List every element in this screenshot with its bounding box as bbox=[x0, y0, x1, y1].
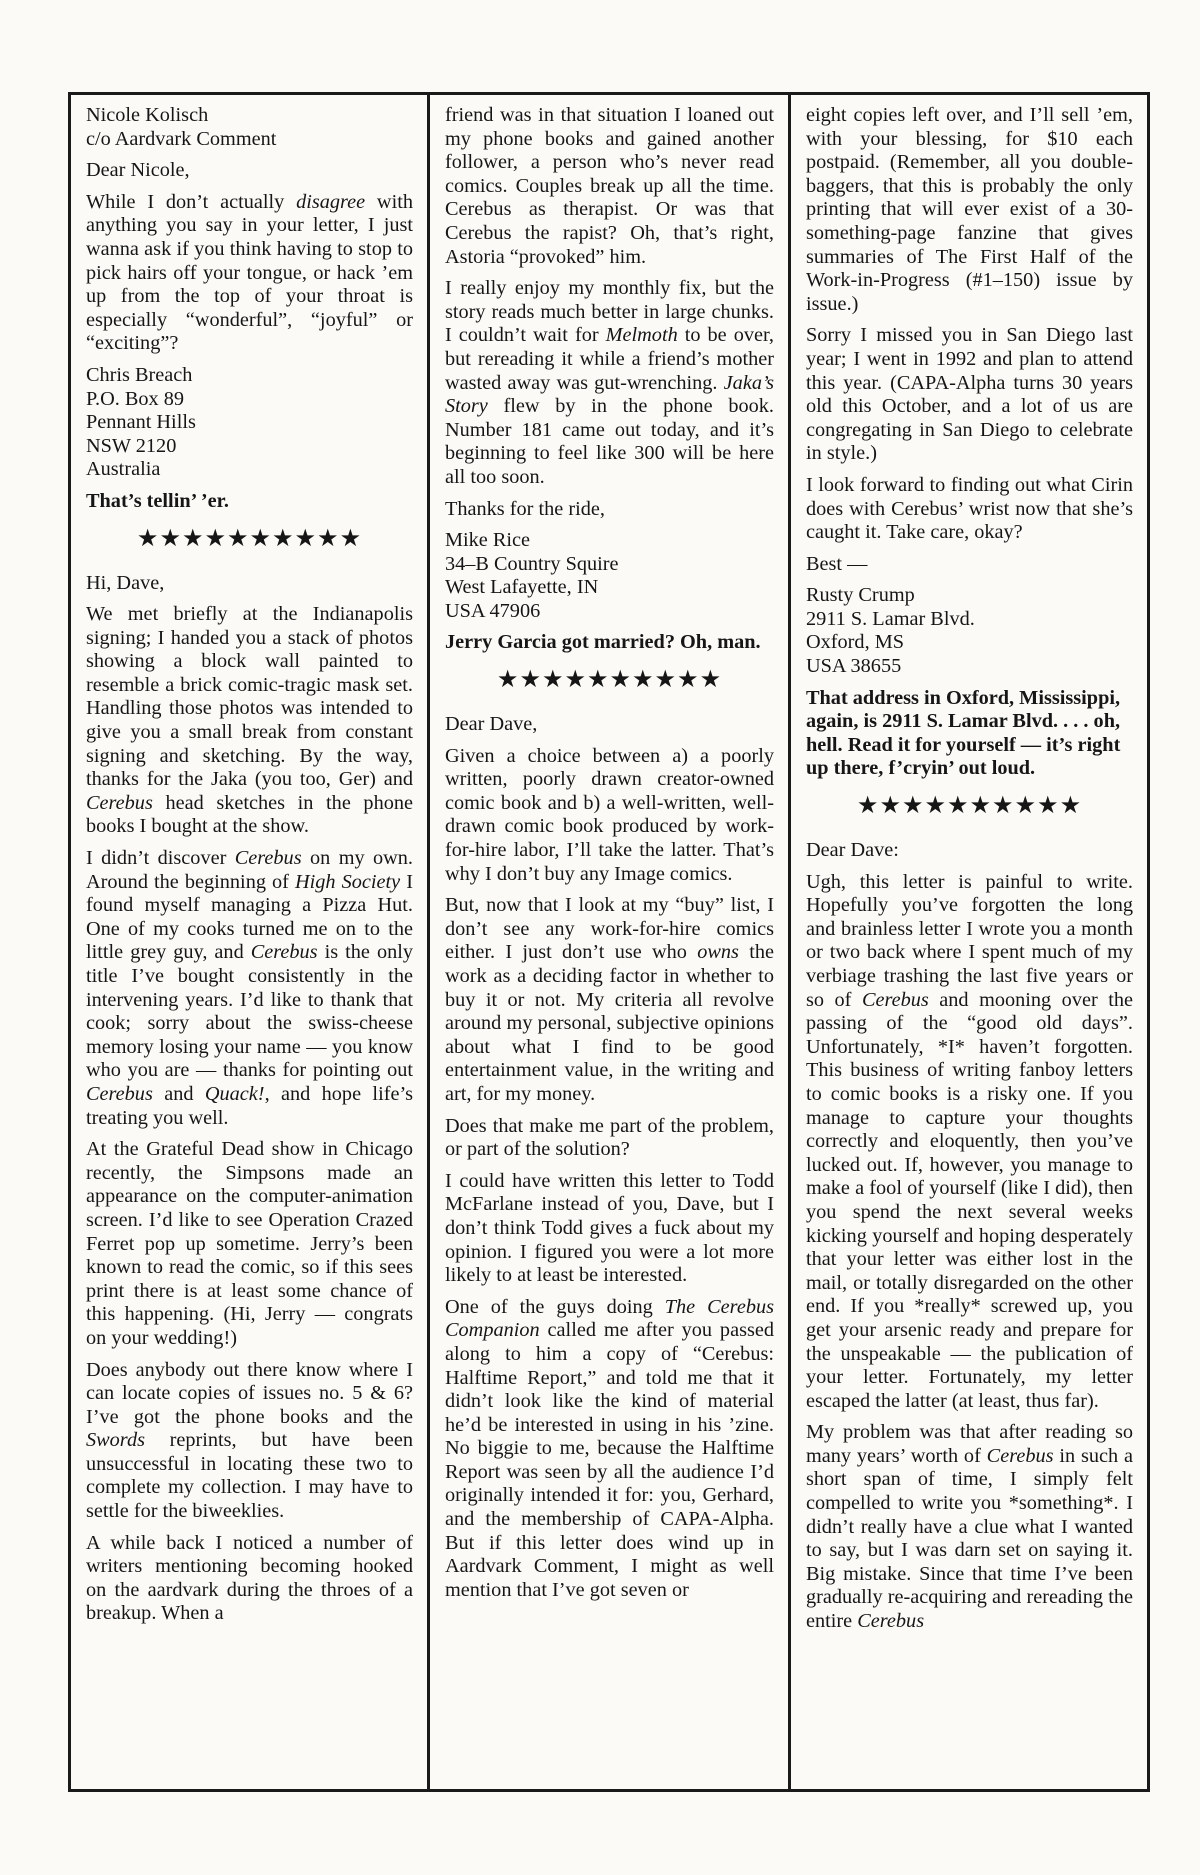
letter-paragraph: Does that make me part of the problem, or part of the solution? bbox=[445, 1114, 774, 1161]
address-line: Chris Breach bbox=[86, 363, 193, 386]
letter-paragraph: Dear Dave, bbox=[445, 713, 538, 736]
address-line: 2911 S. Lamar Blvd. bbox=[806, 607, 975, 630]
star-divider: ★★★★★★★★★★ bbox=[496, 667, 723, 694]
address-line: 34–B Country Squire bbox=[445, 552, 619, 575]
address-line: Oxford, MS bbox=[806, 631, 905, 654]
letter-paragraph: Best — bbox=[806, 552, 868, 575]
letter-paragraph: I could have written this letter to Todd McFarlane instead of you, Dave, but I don’t think Todd gives a fuck about my opinion. I figured you were a lot more likely to at least be interested. bbox=[445, 1169, 774, 1287]
column-1 bbox=[71, 95, 427, 1789]
column-3 bbox=[788, 95, 1147, 1789]
letters-frame bbox=[68, 92, 1150, 1792]
letter-paragraph: At the Grateful Dead show in Chicago recently, the Simpsons made an appearance on the computer-animation screen. I’d like to see Operation Crazed Ferret pop up sometime. Jerry’s been known to read the comic, so if this sees print there is at least some chance of this happening. (Hi, Jerry — congrats on your wedding!) bbox=[86, 1138, 413, 1349]
star-divider: ★★★★★★★★★★ bbox=[856, 793, 1083, 820]
letter-paragraph: Dear Dave: bbox=[806, 839, 899, 862]
address-line: c/o Aardvark Comment bbox=[86, 127, 277, 150]
letter-paragraph: friend was in that situation I loaned out my phone books and gained another follower, a person who’s never read comics. Couples break up all the time. Cerebus as therapist. Or was that Cerebus the rapist? Oh, that’s right, Astoria “provoked” him. bbox=[445, 104, 774, 268]
letter-paragraph: Sorry I missed you in San Diego last year; I went in 1992 and plan to attend this year. (CAPA-Alpha turns 30 years old this October, and a lot of us are congregating in San Diego to celebrate in style.) bbox=[806, 324, 1133, 465]
address-line: USA 47906 bbox=[445, 599, 541, 622]
editor-reply: That’s tellin’ ’er. bbox=[86, 489, 229, 512]
address-line: Rusty Crump bbox=[806, 584, 915, 607]
address-line: Australia bbox=[86, 458, 161, 481]
letter-paragraph: eight copies left over, and I’ll sell ’em, with your blessing, for $10 each postpaid. (Remember, all you double-baggers, that this is probably the only printing that will ever exist of a 30-something-page fanzine that gives summaries of The First Half of the Work-in-Progress (#1–150) issue by issue.) bbox=[806, 104, 1133, 315]
address-line: West Lafayette, IN bbox=[445, 576, 599, 599]
letter-paragraph: But, now that I look at my “buy” list, I don’t see any work-for-hire comics either. I just don’t use who owns the work as a deciding factor in whether to buy it or not. My criteria all revolve around my personal, subjective opinions about what I find to be good entertainment value, in the writing and art, for my money. bbox=[445, 894, 774, 1105]
address-line: Nicole Kolisch bbox=[86, 104, 209, 126]
editor-reply: That address in Oxford, Mississippi, again, is 2911 S. Lamar Blvd. . . . oh, hell. Read it for yourself — it’s right up there, f’cryin’ out loud. bbox=[806, 686, 1121, 780]
address-line: NSW 2120 bbox=[86, 434, 177, 457]
letter-paragraph: Does anybody out there know where I can locate copies of issues no. 5 & 6? I’ve got the phone books and the Swords reprints, but have been unsuccessful in locating these two to complete my collection. I may have to settle for the biweeklies. bbox=[86, 1358, 413, 1523]
address-line: Pennant Hills bbox=[86, 411, 196, 434]
column-2 bbox=[427, 95, 788, 1789]
letter-paragraph: Given a choice between a) a poorly written, poorly drawn creator-owned comic book and b) a well-written, well-drawn comic book produced by work-for-hire labor, I’ll take the latter. That’s why I don’t buy any Image comics. bbox=[445, 744, 774, 885]
letter-paragraph: I look forward to finding out what Cirin does with Cerebus’ wrist now that she’s caught it. Take care, okay? bbox=[806, 473, 1133, 544]
address-line: P.O. Box 89 bbox=[86, 387, 185, 410]
letter-paragraph: Hi, Dave, bbox=[86, 571, 165, 594]
letter-paragraph: One of the guys doing The Cerebus Companion called me after you passed along to him a copy of “Cerebus: Halftime Report,” and told me that it didn’t look like the kind of material he’d be interested in using in his ’zine. No biggie to me, because the Halftime Report was seen by all the audience I’d originally intended it for: you, Gerhard, and the membership of CAPA-Alpha. But if this letter does wind up in Aardvark Comment, I might as well mention that I’ve got seven or bbox=[445, 1295, 774, 1601]
letter-paragraph: I didn’t discover Cerebus on my own. Around the beginning of High Society I found myself managing a Pizza Hut. One of my cooks turned me on to the little grey guy, and Cerebus is the only title I’ve bought consistently in the intervening years. I’d like to thank that cook; sorry about the swiss-cheese memory losing your name — you know who you are — thanks for pointing out Cerebus and Quack!, and hope life’s treating you well. bbox=[86, 847, 414, 1129]
letter-paragraph: We met briefly at the Indianapolis signing; I handed you a stack of photos showing a block wall painted to resemble a brick comic-tragic mask set. Handling those photos was intended to give you a small break from constant signing and sketching. By the way, thanks for the Jaka (you too, Ger) and Cerebus head sketches in the phone books I bought at the show. bbox=[86, 603, 413, 838]
letter-paragraph: My problem was that after reading so many years’ worth of Cerebus in such a short span of time, I simply felt compelled to write you *something*. I didn’t really have a clue what I wanted to say, but I was darn set on saying it. Big mistake. Since that time I’ve been gradually re-acquiring and rereading the entire Cerebus bbox=[806, 1421, 1133, 1633]
letter-paragraph: Dear Nicole, bbox=[86, 159, 190, 182]
letter-paragraph: Thanks for the ride, bbox=[445, 497, 605, 520]
address-block bbox=[445, 529, 774, 623]
address-line: Mike Rice bbox=[445, 529, 531, 552]
address-block bbox=[86, 104, 413, 151]
address-block bbox=[806, 584, 1133, 678]
letter-paragraph: I really enjoy my monthly fix, but the story reads much better in large chunks. I couldn’t wait for Melmoth to be over, but rereading it while a friend’s mother wasted away was gut-wrenching. Jaka’s Story flew by in the phone book. Number 181 came out today, and it’s beginning to feel like 300 will be here all too soon. bbox=[445, 277, 774, 488]
star-divider: ★★★★★★★★★★ bbox=[136, 525, 363, 552]
letter-paragraph: While I don’t actually disagree with anything you say in your letter, I just wanna ask if you think having to stop to pick hairs off your tongue, or hack ’em up from the top of your throat is especially “wonderful”, “joyful” or “exciting”? bbox=[86, 190, 413, 355]
editor-reply: Jerry Garcia got married? Oh, man. bbox=[445, 631, 761, 654]
letter-paragraph: Ugh, this letter is painful to write. Hopefully you’ve forgotten the long and brainless letter I wrote you a month or two back where I spent much of my verbiage trashing the last five years or so of Cerebus and mooning over the passing of the “good old days”. Unfortunately, *I* haven’t forgotten. This business of writing fanboy letters to comic books is a risky one. If you manage to capture your thoughts correctly and eloquently, then you’ve lucked out. If, however, you manage to make a fool of yourself (like I did), then you spend the next several weeks kicking yourself and hoping desperately that your letter was either lost in the mail, or totally disregarded on the other end. If you *really* screwed up, you get your arsenic ready and prepare for the unspeakable — the publication of your letter. Fortunately, my letter escaped the latter (at least, thus far). bbox=[806, 870, 1133, 1412]
address-block bbox=[86, 364, 413, 482]
letter-paragraph: A while back I noticed a number of writers mentioning becoming hooked on the aardvark during the throes of a breakup. When a bbox=[86, 1531, 413, 1625]
address-line: USA 38655 bbox=[806, 655, 902, 678]
